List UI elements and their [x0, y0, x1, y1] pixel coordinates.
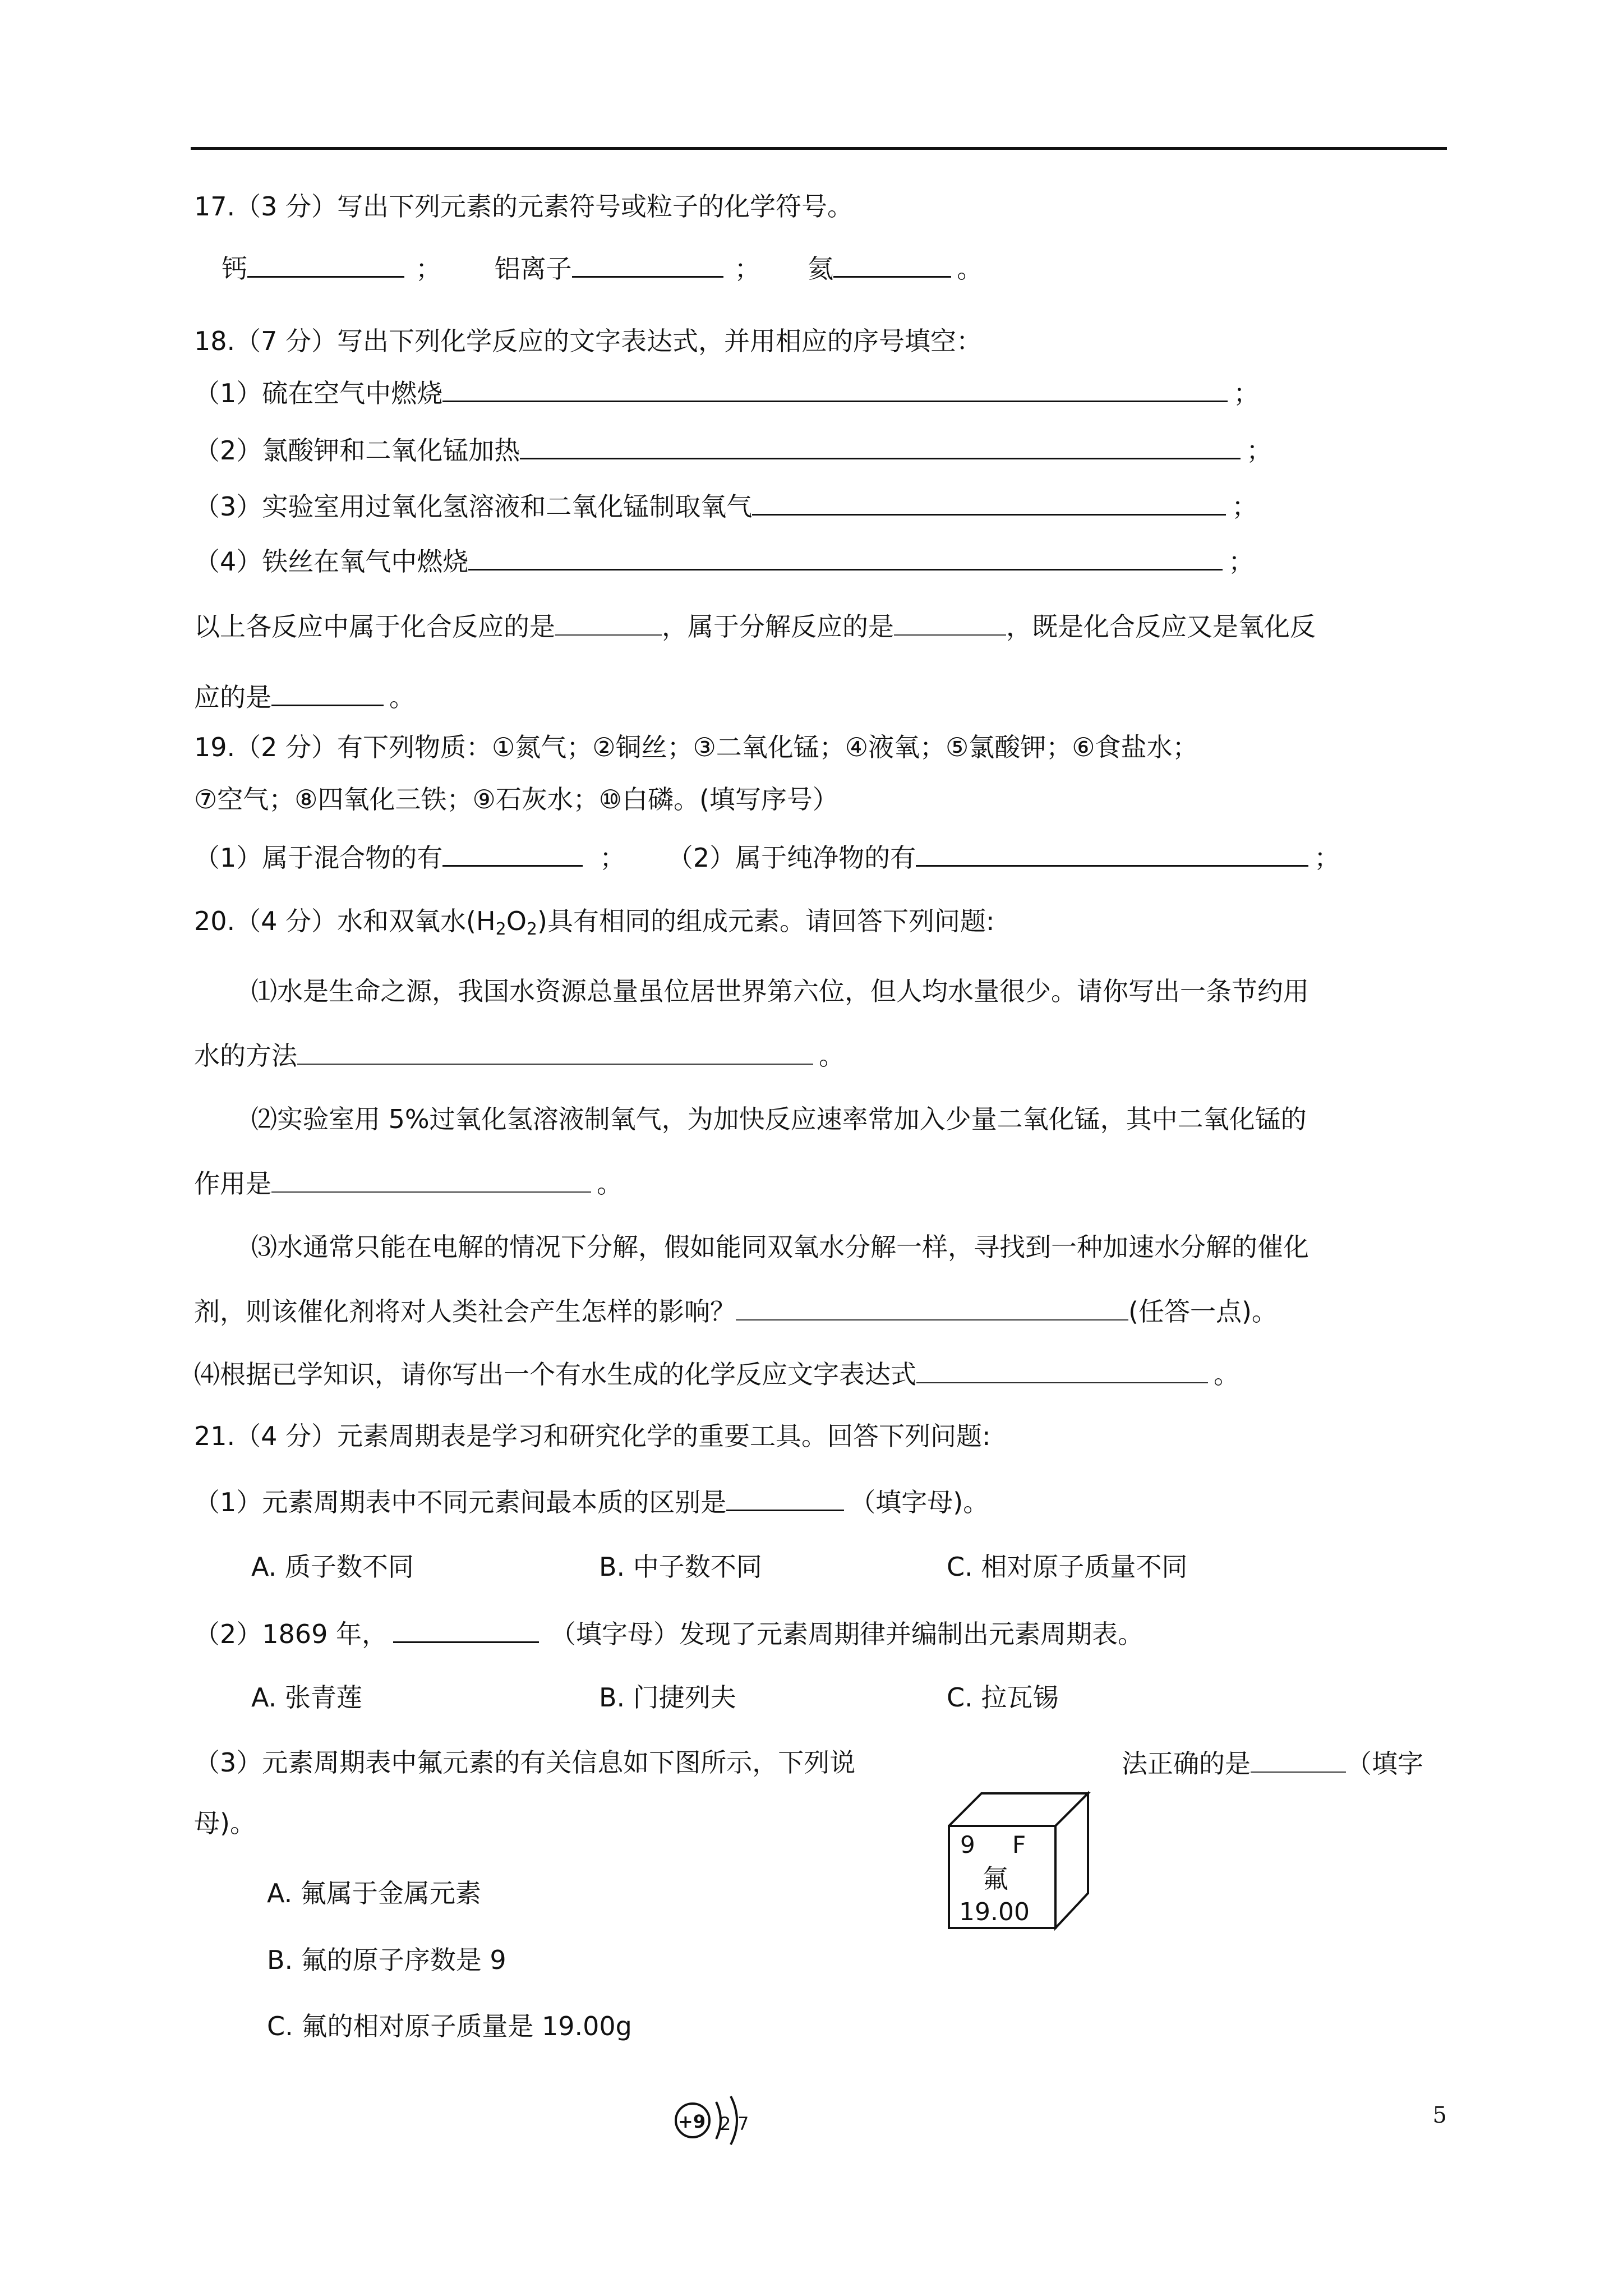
- q20-part-1: ⑴水是生命之源，我国水资源总量虽位居世界第六位，但人均水量很少。请你写出一条节约用: [251, 976, 1309, 1006]
- answer-blank-18-1[interactable]: [442, 375, 1228, 402]
- atom-nucleus-label: +9: [678, 2111, 706, 2132]
- answer-blank-18-2[interactable]: [520, 432, 1241, 459]
- q21-part-3-cont: 母)。: [194, 1808, 256, 1838]
- q20-part-3-cont: 剂，则该催化剂将对人类社会产生怎样的影响？ (任答一点)。: [194, 1294, 1278, 1328]
- answer-blank-18-decomposition[interactable]: [894, 609, 1006, 636]
- q19-line-1: 19.（2 分）有下列物质：①氮气；②铜丝；③二氧化锰；④液氧；⑤氯酸钾；⑥食盐水；: [194, 732, 1198, 762]
- fluorine-element-tile: [948, 1781, 1094, 1932]
- answer-blank-19-2[interactable]: [916, 839, 1308, 867]
- answer-blank-21-2[interactable]: [393, 1616, 539, 1643]
- tile-symbol: F: [1012, 1831, 1026, 1858]
- page-number: 5: [1432, 2102, 1447, 2128]
- q21-option-c: C. 氟的相对原子质量是 19.00g: [267, 2011, 632, 2041]
- header-rule: [191, 147, 1447, 150]
- q20-part-2-cont: 作用是 。: [194, 1166, 623, 1200]
- q21-option-a: A. 氟属于金属元素: [267, 1878, 481, 1908]
- q18-item-2: （2）氯酸钾和二氧化锰加热 ；: [194, 432, 1272, 467]
- answer-blank-21-3[interactable]: [1251, 1746, 1346, 1773]
- q20-part-4: ⑷根据已学知识，请你写出一个有水生成的化学反应文字表达式 。: [194, 1356, 1239, 1391]
- q18-item-3: （3）实验室用过氧化氢溶液和二氧化锰制取氧气 ；: [194, 488, 1257, 523]
- answer-blank-20-1[interactable]: [297, 1038, 813, 1065]
- q20-stem: 20.（4 分）水和双氧水$(H_2O_2)$具有相同的组成元素。请回答下列问题:: [194, 906, 995, 939]
- q19-line-2: ⑦空气；⑧四氧化三铁；⑨石灰水；⑩白磷。(填写序号）: [194, 784, 838, 815]
- answer-blank-al[interactable]: [572, 250, 723, 278]
- q18-item-1: （1）硫在空气中燃烧 ；: [194, 375, 1259, 410]
- q21-part-3-right: 法正确的是 （填字: [1122, 1746, 1423, 1780]
- fluorine-atom-structure-diagram: [670, 2090, 766, 2151]
- tile-atomic-number: 9: [960, 1831, 975, 1858]
- q18-summary: 以上各反应中属于化合反应的是 ，属于分解反应的是 ，既是化合反应又是氧化反: [194, 609, 1316, 643]
- answer-blank-21-1[interactable]: [726, 1484, 844, 1511]
- answer-blank-18-3[interactable]: [752, 488, 1226, 516]
- answer-blank-18-oxidation[interactable]: [271, 679, 384, 706]
- tile-name: 氟: [983, 1864, 1008, 1894]
- q17-blanks: 钙 ； 铝离子 ； 氦 。: [222, 250, 983, 286]
- q21-part-1: （1）元素周期表中不同元素间最本质的区别是 （填字母)。: [194, 1484, 989, 1519]
- q20-part-2: ⑵实验室用 5%过氧化氢溶液制氧气，为加快反应速率常加入少量二氧化锰，其中二氧化锰的: [251, 1104, 1307, 1134]
- answer-blank-20-3[interactable]: [736, 1294, 1128, 1320]
- atom-shell-1: 2: [720, 2113, 731, 2134]
- answer-blank-18-4[interactable]: [468, 543, 1223, 570]
- q21-part-2: （2）1869 年， （填字母）发现了元素周期律并编制出元素周期表。: [194, 1616, 1144, 1651]
- q18-summary-cont: 应的是 。: [194, 679, 415, 714]
- q18-stem: 18.（7 分）写出下列化学反应的文字表达式，并用相应的序号填空：: [194, 326, 983, 356]
- q20-part-3: ⑶水通常只能在电解的情况下分解，假如能同双氧水分解一样，寻找到一种加速水分解的催化: [251, 1232, 1309, 1262]
- answer-blank-ca[interactable]: [247, 250, 404, 278]
- q17-stem: 17.（3 分）写出下列元素的元素符号或粒子的化学符号。: [194, 191, 854, 222]
- answer-blank-19-1[interactable]: [442, 839, 583, 867]
- answer-blank-20-2[interactable]: [271, 1166, 591, 1193]
- q21-option-b: B. 氟的原子序数是 9: [267, 1945, 506, 1975]
- atom-shell-2: 7: [737, 2113, 749, 2134]
- q21-part-3: （3）元素周期表中氟元素的有关信息如下图所示，下列说: [194, 1747, 856, 1778]
- tile-mass: 19.00: [959, 1898, 1030, 1926]
- q18-item-4: （4）铁丝在氧气中燃烧 ；: [194, 543, 1254, 578]
- q21-part-1-options: A. 质子数不同 B. 中子数不同 C. 相对原子质量不同: [251, 1552, 1188, 1582]
- q21-part-2-options: A. 张青莲 B. 门捷列夫 C. 拉瓦锡: [251, 1682, 1059, 1713]
- q20-part-1-cont: 水的方法 。: [194, 1038, 845, 1073]
- answer-blank-he[interactable]: [833, 250, 951, 278]
- answer-blank-20-4[interactable]: [916, 1356, 1208, 1383]
- answer-blank-18-combination[interactable]: [555, 609, 662, 636]
- q21-stem: 21.（4 分）元素周期表是学习和研究化学的重要工具。回答下列问题:: [194, 1421, 991, 1451]
- q19-parts: （1）属于混合物的有 ； （2）属于纯净物的有 ；: [194, 839, 1340, 875]
